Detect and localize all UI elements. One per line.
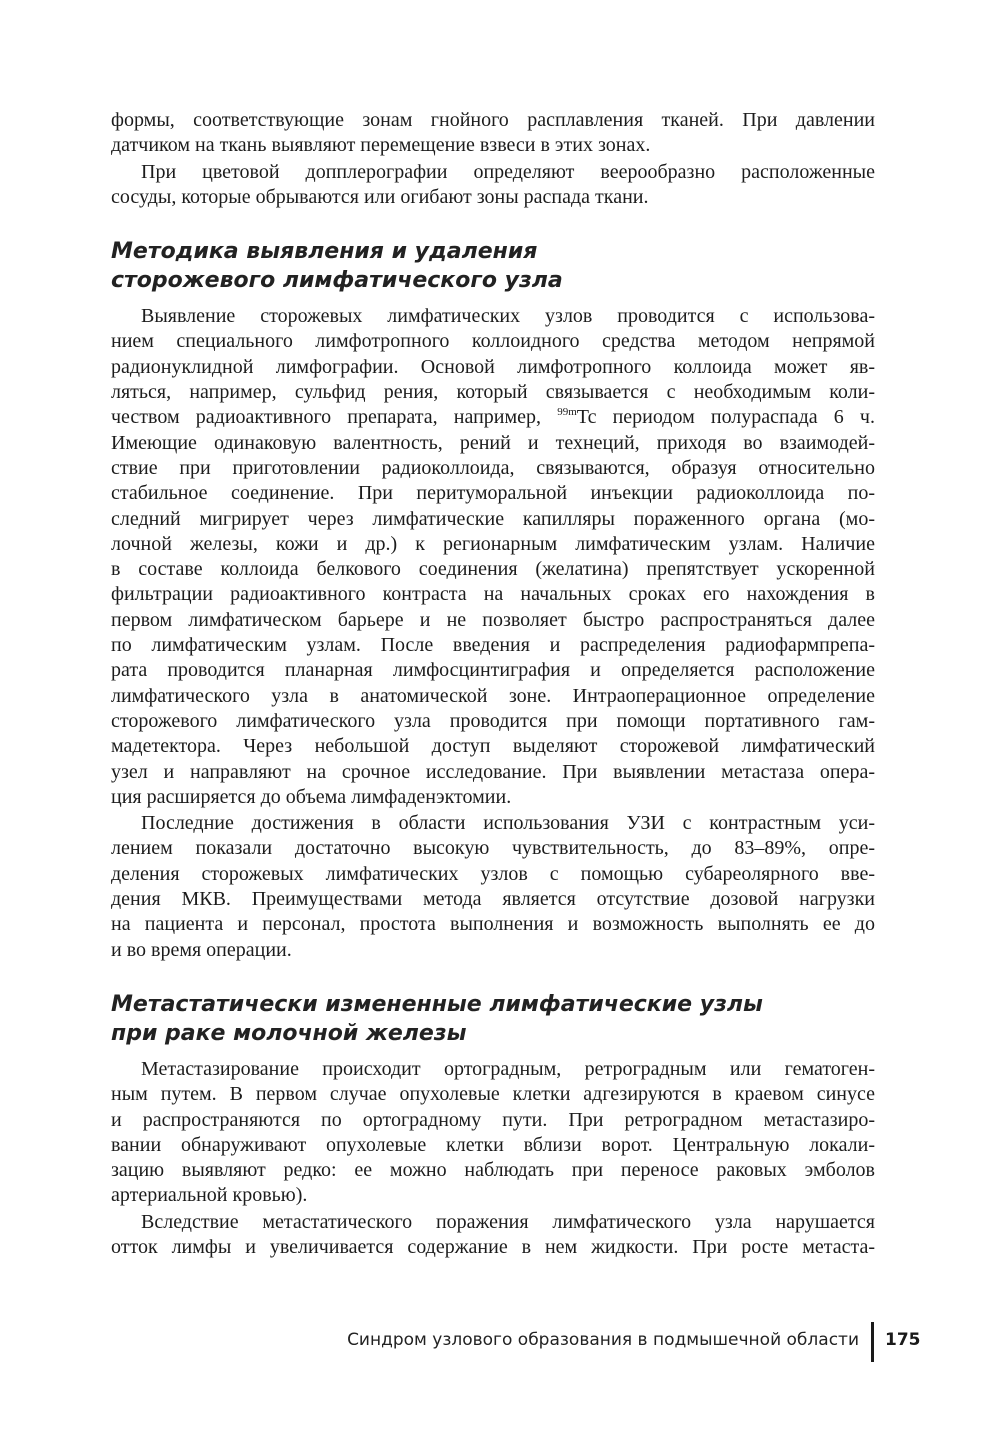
heading-line: Метастатически измененные лимфатические узлы [111,991,763,1017]
text-line: первом лимфатическом барьере и не позволяет быстро распространяться далее [111,608,875,631]
text-line: рата проводится планарная лимфосцинтиграфия и определяется расположение [111,659,875,682]
paragraph-metastasis-routes [111,1057,875,1209]
heading-line: сторожевого лимфатического узла [111,268,563,294]
text-line: сторожевого лимфатического узла проводится при помощи портативного гам- [111,709,875,732]
text-line: зацию выявляют редко: ее можно наблюдать при переносе раковых эмболов [111,1159,875,1182]
text-line: стабильное соединение. При перитуморальной инъекции радиоколлоида по- [111,482,875,505]
text-line: радионуклидной лимфографии. Основой лимфотропного коллоида может яв- [111,355,875,378]
footer-divider [871,1322,874,1362]
page-footer [0,1322,1000,1362]
text-line: Метастазирование происходит ортоградным, ретроградным или гематоген- [141,1057,875,1080]
text-line: формы, соответствующие зонам гнойного расплавления тканей. При давлении [111,109,875,131]
page-number: 175 [885,1330,921,1350]
text-line: фильтрации радиоактивного контраста на начальных сроках его нахождения в [111,583,875,606]
paragraph-ultrasound-contrast [111,811,875,963]
text-fragment: чеством радиоактивного препарата, например, [111,406,558,429]
text-line: ляться, например, сульфид рения, который связывается с необходимым коли- [111,381,875,404]
text-line: ным путем. В первом случае опухолевые клетки адгезируются в краевом синусе [111,1083,875,1106]
text-line: сосуды, которые обрываются или огибают зоны распада ткани. [111,185,649,208]
heading-line: Методика выявления и удаления [111,239,538,265]
text-line: нием специального лимфотропного коллоидного средства методом непрямой [111,330,875,353]
text-line: и распространяются по ортоградному пути. При ретроградном метастазиро- [111,1108,875,1131]
text-fragment: Tc периодом полураспада 6 ч. [576,406,875,429]
text-line: лочной железы, кожи и др.) к регионарным лимфатическим узлам. Наличие [111,532,875,555]
text-line: в составе коллоида белкового соединения (желатина) препятствует ускоренной [111,558,875,581]
text-line: лением показали достаточно высокую чувствительность, до 83–89%, опре- [111,837,875,860]
text-line: вании обнаруживают опухолевые клетки вблизи ворот. Центральную локали- [111,1133,875,1156]
text-line: по лимфатическим узлам. После введения и распределения радиофармпрепа- [111,634,875,657]
heading-line: при раке молочной железы [111,1020,467,1046]
text-line: ция расширяется до объема лимфаденэктомии. [111,785,512,808]
paragraph-continuation [111,108,875,159]
text-line: Имеющие одинаковую валентность, рений и технеций, приходя во взаимодей- [111,431,875,454]
text-line: следний мигрирует через лимфатические капилляры пораженного органа (мо- [111,507,875,530]
text-line: деления сторожевых лимфатических узлов с помощью субареолярного вве- [111,862,875,885]
text-line: узел и направляют на срочное исследование. При выявлении метастаза опера- [111,760,875,783]
text-line: Вследствие метастатического поражения лимфатического узла нарушается [141,1210,875,1233]
page-body [111,108,875,1260]
running-footer-title: Синдром узлового образования в подмышечной области [347,1330,859,1350]
paragraph-sentinel-detection [111,304,875,810]
text-line: датчиком на ткань выявляют перемещение взвеси в этих зонах. [111,134,651,157]
text-line: артериальной кровью). [111,1184,308,1207]
isotope-superscript: 99m [557,406,577,419]
text-line: Последние достижения в области использования УЗИ с контрастным уси- [141,812,875,835]
section-heading-metastatic-nodes [111,990,875,1048]
text-line: ствие при приготовлении радиоколлоида, связываются, образуя относительно [111,456,875,479]
text-line-isotope [111,405,875,430]
text-line: мадетектора. Через небольшой доступ выделяют сторожевой лимфатический [111,735,875,758]
text-line: При цветовой допплерографии определяют веерообразно расположенные [141,160,875,183]
text-line: дения МКВ. Преимуществами метода является отсутствие дозовой нагрузки [111,888,875,911]
text-line: и во время операции. [111,938,292,961]
paragraph-lymph-outflow [111,1210,875,1261]
paragraph-doppler [111,160,875,211]
text-line: на пациента и персонал, простота выполнения и возможность выполнять ее до [111,913,875,936]
section-heading-sentinel-node [111,237,875,295]
text-line: отток лимфы и увеличивается содержание в нем жидкости. При росте метаста- [111,1235,875,1258]
text-line: лимфатического узла в анатомической зоне. Интраоперационное определение [111,684,875,707]
text-line: Выявление сторожевых лимфатических узлов проводится с использова- [141,305,875,328]
